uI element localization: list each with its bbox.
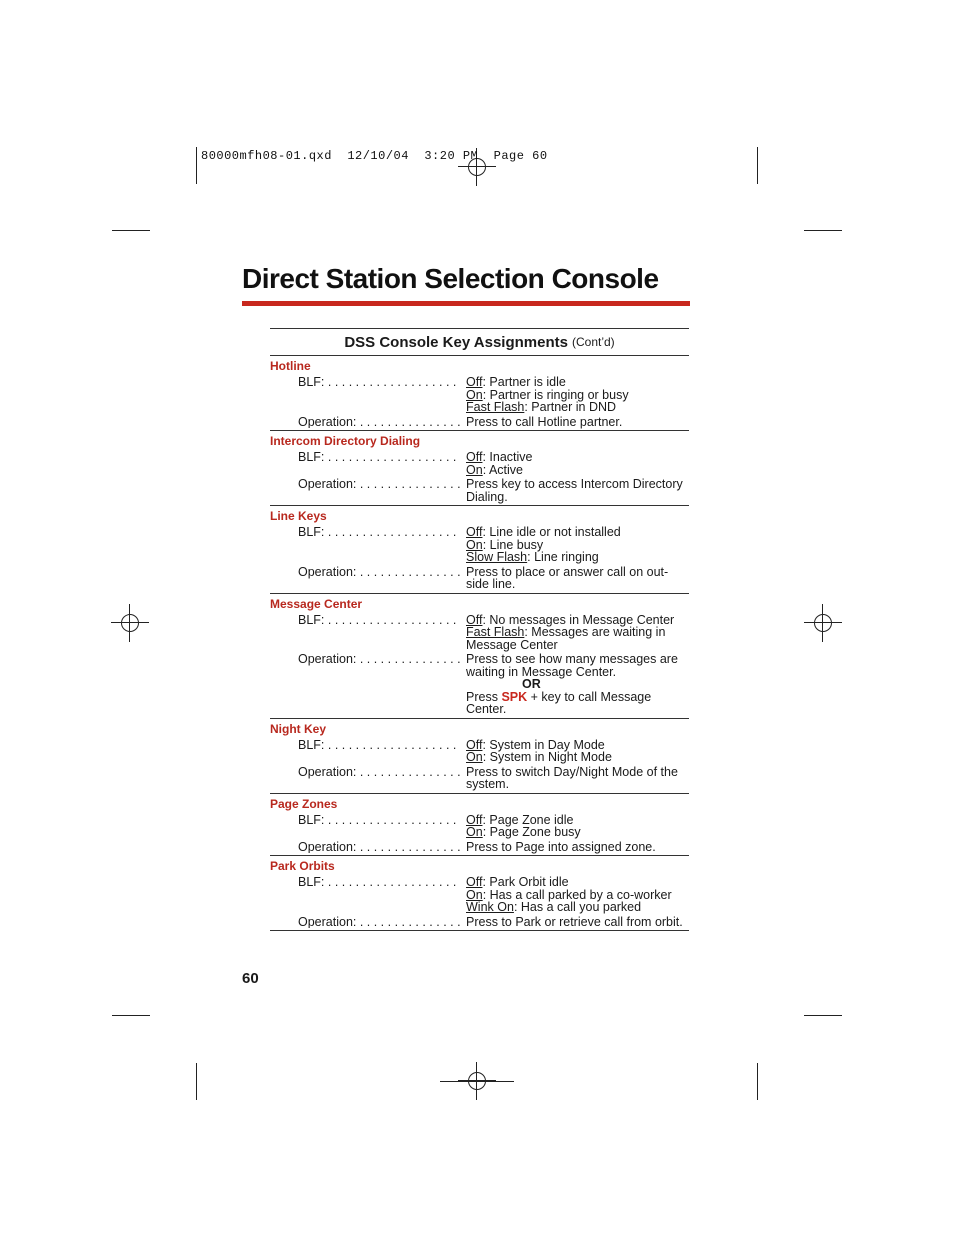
- operation-label: Operation: . . . . . . . . . . . . . . .: [298, 478, 461, 491]
- operation-text: Press to place or answer call on out-side line.: [466, 564, 669, 591]
- blf-item: Fast Flash: Partner in DND: [466, 400, 617, 414]
- operation-text: Press to Page into assigned zone.: [466, 839, 656, 854]
- blf-item: Off: System in Day Mode: [466, 737, 605, 752]
- section-title: Page Zones: [270, 796, 338, 811]
- operation-row: [270, 416, 689, 429]
- section-title: Night Key: [270, 721, 327, 736]
- section-night-key: [270, 719, 689, 794]
- operation-text: Press to Park or retrieve call from orbit.: [466, 914, 683, 929]
- crop-mark: [757, 147, 758, 184]
- blf-label: BLF: . . . . . . . . . . . . . . . . . . .: [298, 813, 457, 827]
- blf-item: Off: Partner is idle: [466, 375, 566, 389]
- operation-row: [270, 478, 689, 503]
- operation-label: Operation: . . . . . . . . . . . . . . .: [298, 565, 461, 579]
- table-heading-note: (Cont’d): [571, 335, 615, 349]
- operation-values: [466, 653, 689, 716]
- blf-item: Wink On: Has a call you parked: [466, 900, 642, 914]
- registration-mark: [111, 604, 149, 642]
- or-separator: OR: [522, 677, 541, 691]
- section-message-center: [270, 594, 689, 719]
- operation-label: Operation: . . . . . . . . . . . . . . .: [298, 415, 461, 428]
- operation-row: [270, 841, 689, 854]
- blf-item: Fast Flash: Messages are waiting in Message Center: [466, 625, 666, 652]
- operation-row: [270, 566, 689, 591]
- blf-values: [466, 739, 689, 764]
- section-title: Park Orbits: [270, 859, 335, 873]
- blf-label: BLF: . . . . . . . . . . . . . . . . . . .: [298, 376, 457, 389]
- blf-item: On: Has a call parked by a co-worker: [466, 887, 672, 902]
- blf-row: [270, 814, 689, 839]
- blf-label: BLF: . . . . . . . . . . . . . . . . . . .: [298, 613, 457, 627]
- operation-row: [270, 916, 689, 929]
- section-intercom-directory: [270, 431, 689, 506]
- blf-label: BLF: . . . . . . . . . . . . . . . . . . .: [298, 738, 457, 752]
- page-number: 60: [242, 970, 259, 987]
- operation-text: Press key to access Intercom Directory Dialing.: [466, 477, 683, 504]
- operation-text: Press to see how many messages are waiting in Message Center.: [466, 652, 678, 679]
- blf-item: Off: Park Orbit idle: [466, 875, 569, 889]
- blf-values: [466, 876, 689, 914]
- crop-mark: [804, 230, 842, 231]
- crop-mark: [196, 1063, 197, 1100]
- blf-item: On: Line busy: [466, 537, 544, 552]
- section-hotline: [270, 356, 689, 431]
- section-title: Intercom Directory Dialing: [270, 434, 421, 448]
- blf-item: Off: Inactive: [466, 450, 533, 464]
- operation-label: Operation: . . . . . . . . . . . . . . .: [298, 915, 461, 928]
- section-park-orbits: [270, 856, 689, 931]
- blf-item: On: System in Night Mode: [466, 750, 612, 764]
- title-rule: [242, 301, 690, 306]
- blf-item: Off: Line idle or not installed: [466, 525, 621, 539]
- blf-label: BLF: . . . . . . . . . . . . . . . . . . .: [298, 526, 457, 539]
- blf-item: On: Page Zone busy: [466, 825, 581, 839]
- blf-row: [270, 876, 689, 914]
- blf-item: Slow Flash: Line ringing: [466, 550, 599, 564]
- operation-text: Press to switch Day/Night Mode of the system.: [466, 764, 678, 791]
- section-title: Line Keys: [270, 509, 327, 523]
- blf-values: [466, 451, 689, 476]
- blf-values: [466, 614, 689, 652]
- operation-text: Press to call Hotline partner.: [466, 414, 623, 429]
- operation-alt: Press SPK + key to call Message Center.: [466, 689, 652, 716]
- section-title: Message Center: [270, 596, 363, 611]
- registration-mark: [804, 604, 842, 642]
- table-heading-text: DSS Console Key Assignments: [344, 333, 568, 351]
- blf-item: Off: Page Zone idle: [466, 812, 574, 827]
- crop-mark: [112, 1015, 150, 1016]
- section-title: Hotline: [270, 359, 311, 373]
- blf-values: [466, 526, 689, 564]
- operation-label: Operation: . . . . . . . . . . . . . . .: [298, 765, 461, 779]
- crop-mark: [804, 1015, 842, 1016]
- blf-item: On: Partner is ringing or busy: [466, 387, 629, 402]
- blf-label: BLF: . . . . . . . . . . . . . . . . . . .: [298, 876, 457, 889]
- operation-row: [270, 653, 689, 716]
- crop-mark: [757, 1063, 758, 1100]
- operation-label: Operation: . . . . . . . . . . . . . . .: [298, 840, 461, 853]
- spk-key: SPK: [501, 689, 528, 704]
- blf-row: [270, 614, 689, 652]
- operation-row: [270, 766, 689, 791]
- file-slug: 80000mfh08-01.qxd 12/10/04 3:20 PM Page 60: [201, 149, 548, 163]
- blf-row: [270, 739, 689, 764]
- blf-item: Off: No messages in Message Center: [466, 612, 675, 627]
- section-line-keys: [270, 506, 689, 594]
- section-page-zones: [270, 794, 689, 857]
- blf-row: [270, 451, 689, 476]
- blf-values: [466, 376, 689, 414]
- operation-label: Operation: . . . . . . . . . . . . . . .: [298, 653, 461, 666]
- table-heading: [270, 328, 689, 356]
- crop-mark: [196, 147, 197, 184]
- blf-values: [466, 814, 689, 839]
- blf-label: BLF: . . . . . . . . . . . . . . . . . . .: [298, 451, 457, 464]
- registration-line: [440, 1081, 514, 1082]
- blf-row: [270, 526, 689, 564]
- key-assignments-table: [270, 328, 689, 931]
- crop-mark: [112, 230, 150, 231]
- blf-item: On: Active: [466, 462, 523, 477]
- blf-row: [270, 376, 689, 414]
- page-title: Direct Station Selection Console: [242, 263, 659, 294]
